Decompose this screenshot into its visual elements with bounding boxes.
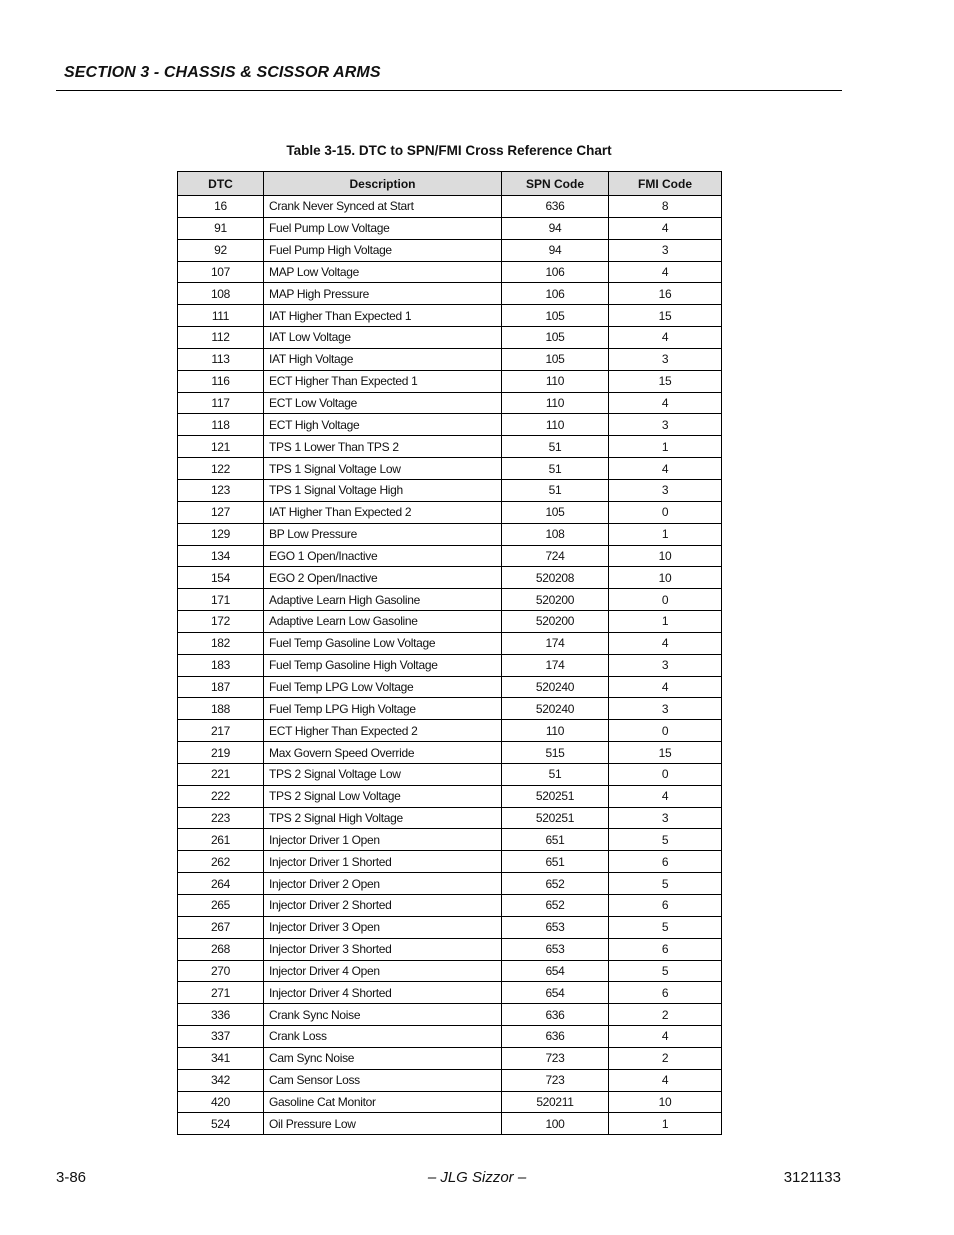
description-cell: IAT High Voltage bbox=[264, 348, 502, 370]
fmi-code-cell: 3 bbox=[609, 698, 722, 720]
table-row bbox=[178, 1069, 722, 1091]
fmi-code-cell: 3 bbox=[609, 348, 722, 370]
dtc-cell: 267 bbox=[178, 916, 264, 938]
fmi-code-cell: 10 bbox=[609, 1091, 722, 1113]
description-cell: Cam Sync Noise bbox=[264, 1047, 502, 1069]
dtc-cell: 341 bbox=[178, 1047, 264, 1069]
dtc-cell: 107 bbox=[178, 261, 264, 283]
dtc-cell: 187 bbox=[178, 676, 264, 698]
table-row bbox=[178, 436, 722, 458]
fmi-code-cell: 2 bbox=[609, 1047, 722, 1069]
description-cell: Injector Driver 2 Open bbox=[264, 873, 502, 895]
fmi-code-cell: 4 bbox=[609, 1069, 722, 1091]
description-cell: Crank Loss bbox=[264, 1026, 502, 1048]
table-row bbox=[178, 763, 722, 785]
table-row bbox=[178, 414, 722, 436]
fmi-code-cell: 5 bbox=[609, 873, 722, 895]
spn-code-cell: 520208 bbox=[502, 567, 609, 589]
description-cell: TPS 1 Signal Voltage High bbox=[264, 479, 502, 501]
fmi-code-cell: 2 bbox=[609, 1004, 722, 1026]
description-cell: Crank Never Synced at Start bbox=[264, 196, 502, 218]
table-row bbox=[178, 501, 722, 523]
fmi-code-cell: 10 bbox=[609, 567, 722, 589]
description-cell: TPS 2 Signal Low Voltage bbox=[264, 785, 502, 807]
column-header-spn-code: SPN Code bbox=[502, 172, 609, 196]
fmi-code-cell: 4 bbox=[609, 217, 722, 239]
spn-code-cell: 723 bbox=[502, 1069, 609, 1091]
dtc-cell: 217 bbox=[178, 720, 264, 742]
dtc-cell: 171 bbox=[178, 589, 264, 611]
description-cell: MAP High Pressure bbox=[264, 283, 502, 305]
description-cell: Cam Sensor Loss bbox=[264, 1069, 502, 1091]
dtc-cell: 122 bbox=[178, 458, 264, 480]
dtc-cell: 337 bbox=[178, 1026, 264, 1048]
fmi-code-cell: 3 bbox=[609, 479, 722, 501]
table-row bbox=[178, 829, 722, 851]
spn-code-cell: 51 bbox=[502, 458, 609, 480]
spn-code-cell: 724 bbox=[502, 545, 609, 567]
table-row bbox=[178, 392, 722, 414]
spn-code-cell: 110 bbox=[502, 392, 609, 414]
dtc-cell: 172 bbox=[178, 611, 264, 633]
table-row bbox=[178, 348, 722, 370]
table-row bbox=[178, 217, 722, 239]
dtc-cell: 134 bbox=[178, 545, 264, 567]
dtc-cell: 118 bbox=[178, 414, 264, 436]
description-cell: Injector Driver 3 Open bbox=[264, 916, 502, 938]
description-cell: Max Govern Speed Override bbox=[264, 742, 502, 764]
dtc-cell: 219 bbox=[178, 742, 264, 764]
dtc-cell: 111 bbox=[178, 305, 264, 327]
dtc-cell: 183 bbox=[178, 654, 264, 676]
fmi-code-cell: 0 bbox=[609, 763, 722, 785]
dtc-cell: 91 bbox=[178, 217, 264, 239]
fmi-code-cell: 0 bbox=[609, 589, 722, 611]
dtc-cell: 222 bbox=[178, 785, 264, 807]
description-cell: TPS 1 Signal Voltage Low bbox=[264, 458, 502, 480]
table-row bbox=[178, 742, 722, 764]
table-row bbox=[178, 305, 722, 327]
description-cell: Fuel Temp Gasoline Low Voltage bbox=[264, 632, 502, 654]
dtc-cell: 262 bbox=[178, 851, 264, 873]
spn-code-cell: 520200 bbox=[502, 589, 609, 611]
description-cell: IAT Higher Than Expected 2 bbox=[264, 501, 502, 523]
description-cell: MAP Low Voltage bbox=[264, 261, 502, 283]
dtc-cell: 116 bbox=[178, 370, 264, 392]
fmi-code-cell: 15 bbox=[609, 742, 722, 764]
table-row bbox=[178, 807, 722, 829]
table-row bbox=[178, 632, 722, 654]
table-row bbox=[178, 327, 722, 349]
table-row bbox=[178, 196, 722, 218]
spn-code-cell: 51 bbox=[502, 436, 609, 458]
spn-code-cell: 110 bbox=[502, 414, 609, 436]
fmi-code-cell: 3 bbox=[609, 807, 722, 829]
dtc-cell: 524 bbox=[178, 1113, 264, 1135]
description-cell: Injector Driver 4 Shorted bbox=[264, 982, 502, 1004]
dtc-cell: 270 bbox=[178, 960, 264, 982]
dtc-cell: 113 bbox=[178, 348, 264, 370]
spn-code-cell: 520240 bbox=[502, 676, 609, 698]
spn-code-cell: 520240 bbox=[502, 698, 609, 720]
dtc-cell: 92 bbox=[178, 239, 264, 261]
table-body bbox=[178, 196, 722, 1135]
fmi-code-cell: 1 bbox=[609, 611, 722, 633]
fmi-code-cell: 0 bbox=[609, 720, 722, 742]
fmi-code-cell: 4 bbox=[609, 392, 722, 414]
spn-code-cell: 652 bbox=[502, 895, 609, 917]
table-row bbox=[178, 851, 722, 873]
column-header-description: Description bbox=[264, 172, 502, 196]
dtc-cell: 117 bbox=[178, 392, 264, 414]
section-header bbox=[56, 64, 842, 91]
fmi-code-cell: 3 bbox=[609, 239, 722, 261]
description-cell: IAT Higher Than Expected 1 bbox=[264, 305, 502, 327]
spn-code-cell: 174 bbox=[502, 654, 609, 676]
spn-code-cell: 110 bbox=[502, 370, 609, 392]
table-row bbox=[178, 283, 722, 305]
dtc-cell: 108 bbox=[178, 283, 264, 305]
spn-code-cell: 100 bbox=[502, 1113, 609, 1135]
description-cell: Injector Driver 3 Shorted bbox=[264, 938, 502, 960]
fmi-code-cell: 3 bbox=[609, 654, 722, 676]
table-caption: Table 3-15. DTC to SPN/FMI Cross Reference Chart bbox=[286, 143, 612, 158]
dtc-cell: 121 bbox=[178, 436, 264, 458]
description-cell: ECT Higher Than Expected 1 bbox=[264, 370, 502, 392]
spn-code-cell: 174 bbox=[502, 632, 609, 654]
description-cell: IAT Low Voltage bbox=[264, 327, 502, 349]
spn-code-cell: 651 bbox=[502, 851, 609, 873]
dtc-cell: 261 bbox=[178, 829, 264, 851]
fmi-code-cell: 1 bbox=[609, 1113, 722, 1135]
fmi-code-cell: 4 bbox=[609, 261, 722, 283]
table-row bbox=[178, 1113, 722, 1135]
description-cell: Injector Driver 1 Shorted bbox=[264, 851, 502, 873]
table-header-row bbox=[178, 172, 722, 196]
fmi-code-cell: 0 bbox=[609, 501, 722, 523]
fmi-code-cell: 3 bbox=[609, 414, 722, 436]
dtc-cell: 271 bbox=[178, 982, 264, 1004]
description-cell: Fuel Pump High Voltage bbox=[264, 239, 502, 261]
fmi-code-cell: 4 bbox=[609, 1026, 722, 1048]
description-cell: Fuel Temp LPG High Voltage bbox=[264, 698, 502, 720]
dtc-cell: 154 bbox=[178, 567, 264, 589]
dtc-cell: 127 bbox=[178, 501, 264, 523]
dtc-cross-reference-table bbox=[177, 171, 722, 1135]
spn-code-cell: 51 bbox=[502, 763, 609, 785]
table-row bbox=[178, 523, 722, 545]
fmi-code-cell: 4 bbox=[609, 327, 722, 349]
table-row bbox=[178, 370, 722, 392]
description-cell: Crank Sync Noise bbox=[264, 1004, 502, 1026]
table-row bbox=[178, 458, 722, 480]
description-cell: Injector Driver 4 Open bbox=[264, 960, 502, 982]
spn-code-cell: 51 bbox=[502, 479, 609, 501]
dtc-cell: 221 bbox=[178, 763, 264, 785]
spn-code-cell: 636 bbox=[502, 196, 609, 218]
dtc-cell: 342 bbox=[178, 1069, 264, 1091]
fmi-code-cell: 16 bbox=[609, 283, 722, 305]
fmi-code-cell: 5 bbox=[609, 916, 722, 938]
spn-code-cell: 723 bbox=[502, 1047, 609, 1069]
description-cell: TPS 2 Signal Voltage Low bbox=[264, 763, 502, 785]
spn-code-cell: 653 bbox=[502, 916, 609, 938]
page-number: 3-86 bbox=[56, 1169, 87, 1186]
table-row bbox=[178, 916, 722, 938]
spn-code-cell: 520251 bbox=[502, 785, 609, 807]
table-row bbox=[178, 698, 722, 720]
fmi-code-cell: 8 bbox=[609, 196, 722, 218]
fmi-code-cell: 15 bbox=[609, 305, 722, 327]
fmi-code-cell: 15 bbox=[609, 370, 722, 392]
table-row bbox=[178, 611, 722, 633]
fmi-code-cell: 4 bbox=[609, 458, 722, 480]
fmi-code-cell: 10 bbox=[609, 545, 722, 567]
description-cell: ECT High Voltage bbox=[264, 414, 502, 436]
spn-code-cell: 654 bbox=[502, 960, 609, 982]
description-cell: Fuel Temp LPG Low Voltage bbox=[264, 676, 502, 698]
dtc-cell: 223 bbox=[178, 807, 264, 829]
spn-code-cell: 106 bbox=[502, 283, 609, 305]
fmi-code-cell: 5 bbox=[609, 829, 722, 851]
fmi-code-cell: 6 bbox=[609, 982, 722, 1004]
dtc-cell: 268 bbox=[178, 938, 264, 960]
table-row bbox=[178, 873, 722, 895]
table-row bbox=[178, 545, 722, 567]
publication-name: – JLG Sizzor – bbox=[427, 1169, 527, 1186]
column-header-dtc: DTC bbox=[178, 172, 264, 196]
table-row bbox=[178, 479, 722, 501]
fmi-code-cell: 4 bbox=[609, 632, 722, 654]
dtc-cell: 16 bbox=[178, 196, 264, 218]
spn-code-cell: 105 bbox=[502, 327, 609, 349]
description-cell: TPS 1 Lower Than TPS 2 bbox=[264, 436, 502, 458]
table-row bbox=[178, 589, 722, 611]
table-row bbox=[178, 676, 722, 698]
spn-code-cell: 654 bbox=[502, 982, 609, 1004]
description-cell: Oil Pressure Low bbox=[264, 1113, 502, 1135]
column-header-fmi-code: FMI Code bbox=[609, 172, 722, 196]
description-cell: ECT Low Voltage bbox=[264, 392, 502, 414]
table-row bbox=[178, 960, 722, 982]
table-row bbox=[178, 1026, 722, 1048]
table-row bbox=[178, 1004, 722, 1026]
document-number: 3121133 bbox=[783, 1169, 841, 1186]
spn-code-cell: 636 bbox=[502, 1026, 609, 1048]
spn-code-cell: 652 bbox=[502, 873, 609, 895]
spn-code-cell: 651 bbox=[502, 829, 609, 851]
table-row bbox=[178, 654, 722, 676]
fmi-code-cell: 1 bbox=[609, 436, 722, 458]
fmi-code-cell: 6 bbox=[609, 851, 722, 873]
description-cell: Adaptive Learn Low Gasoline bbox=[264, 611, 502, 633]
fmi-code-cell: 6 bbox=[609, 938, 722, 960]
spn-code-cell: 105 bbox=[502, 501, 609, 523]
description-cell: EGO 1 Open/Inactive bbox=[264, 545, 502, 567]
dtc-cell: 264 bbox=[178, 873, 264, 895]
spn-code-cell: 108 bbox=[502, 523, 609, 545]
description-cell: BP Low Pressure bbox=[264, 523, 502, 545]
spn-code-cell: 106 bbox=[502, 261, 609, 283]
table-row bbox=[178, 938, 722, 960]
description-cell: Fuel Pump Low Voltage bbox=[264, 217, 502, 239]
fmi-code-cell: 6 bbox=[609, 895, 722, 917]
spn-code-cell: 520251 bbox=[502, 807, 609, 829]
spn-code-cell: 515 bbox=[502, 742, 609, 764]
spn-code-cell: 653 bbox=[502, 938, 609, 960]
spn-code-cell: 520200 bbox=[502, 611, 609, 633]
spn-code-cell: 105 bbox=[502, 348, 609, 370]
table-row bbox=[178, 1091, 722, 1113]
spn-code-cell: 105 bbox=[502, 305, 609, 327]
table-row bbox=[178, 895, 722, 917]
spn-code-cell: 110 bbox=[502, 720, 609, 742]
dtc-cell: 182 bbox=[178, 632, 264, 654]
description-cell: Adaptive Learn High Gasoline bbox=[264, 589, 502, 611]
table-row bbox=[178, 567, 722, 589]
spn-code-cell: 636 bbox=[502, 1004, 609, 1026]
dtc-cell: 112 bbox=[178, 327, 264, 349]
description-cell: TPS 2 Signal High Voltage bbox=[264, 807, 502, 829]
fmi-code-cell: 1 bbox=[609, 523, 722, 545]
table-row bbox=[178, 261, 722, 283]
spn-code-cell: 94 bbox=[502, 217, 609, 239]
table-row bbox=[178, 785, 722, 807]
section-title: SECTION 3 - CHASSIS & SCISSOR ARMS bbox=[64, 64, 381, 81]
description-cell: Gasoline Cat Monitor bbox=[264, 1091, 502, 1113]
table-row bbox=[178, 239, 722, 261]
description-cell: Injector Driver 2 Shorted bbox=[264, 895, 502, 917]
table-row bbox=[178, 982, 722, 1004]
description-cell: EGO 2 Open/Inactive bbox=[264, 567, 502, 589]
spn-code-cell: 94 bbox=[502, 239, 609, 261]
table-row bbox=[178, 720, 722, 742]
spn-code-cell: 520211 bbox=[502, 1091, 609, 1113]
fmi-code-cell: 4 bbox=[609, 676, 722, 698]
description-cell: ECT Higher Than Expected 2 bbox=[264, 720, 502, 742]
description-cell: Fuel Temp Gasoline High Voltage bbox=[264, 654, 502, 676]
dtc-cell: 336 bbox=[178, 1004, 264, 1026]
dtc-cell: 129 bbox=[178, 523, 264, 545]
dtc-cell: 188 bbox=[178, 698, 264, 720]
table-row bbox=[178, 1047, 722, 1069]
description-cell: Injector Driver 1 Open bbox=[264, 829, 502, 851]
fmi-code-cell: 4 bbox=[609, 785, 722, 807]
dtc-cell: 123 bbox=[178, 479, 264, 501]
dtc-cell: 420 bbox=[178, 1091, 264, 1113]
fmi-code-cell: 5 bbox=[609, 960, 722, 982]
dtc-cell: 265 bbox=[178, 895, 264, 917]
